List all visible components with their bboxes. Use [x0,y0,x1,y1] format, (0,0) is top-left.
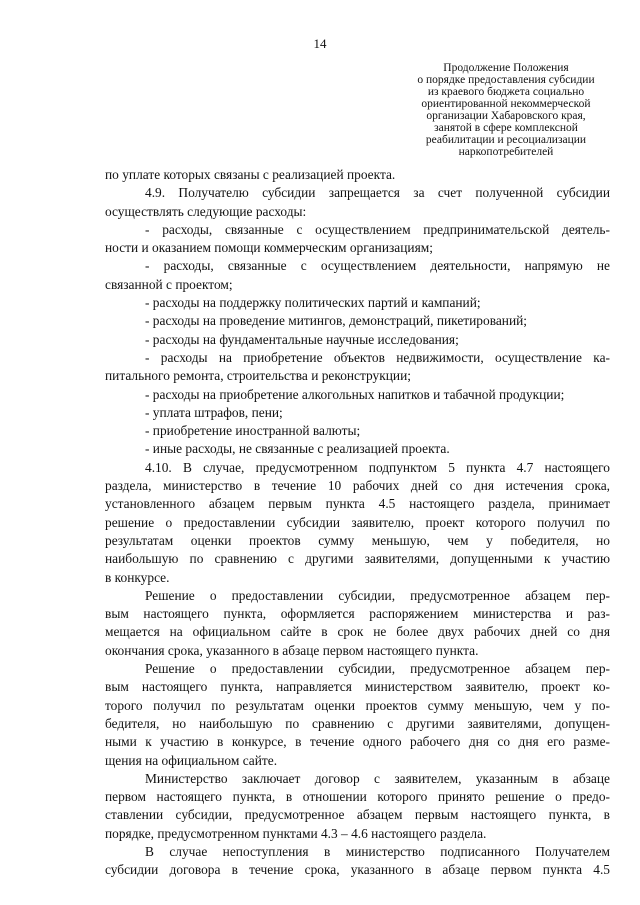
header-line: о порядке предоставления субсидии [417,74,595,86]
text-line: наибольшую по сравнению с другими заявителями, допущенными к участию [105,551,610,567]
text-line: Министерство заключает договор с заявителем, указанным в абзаце [145,770,610,786]
text-line: установленного абзацем первым пункта 4.5 настоящего раздела, принимает [105,496,610,512]
text-line: окончания срока, указанного в абзаце первом настоящего пункта. [105,642,479,658]
text-line: осуществлять следующие расходы: [105,203,307,219]
text-line: первом настоящего пункта, в отношении которого принято решение о предо- [105,789,610,805]
page-number: 14 [313,36,327,51]
header-line: реабилитации и ресоциализации [425,134,587,146]
header-line: ориентированной некоммерческой [421,98,591,110]
header-line: занятой в сфере комплексной [434,122,578,134]
text-line: решение о предоставлении субсидии заявителю, проект которого получил по [105,514,610,530]
text-line: - расходы на проведение митингов, демонстраций, пикетирований; [145,313,528,329]
document-body [105,166,610,880]
text-line: результатам оценки проектов сумму меньшую, чем у победителя, но [105,532,610,548]
text-line: по уплате которых связаны с реализацией проекта. [105,167,396,182]
text-line: порядке, предусмотренном пунктами 4.3 – 4.6 настоящего раздела. [105,825,487,841]
text-line: Решение о предоставлении субсидии, предусмотренное абзацем пер- [145,661,610,677]
text-line: питального ремонта, строительства и реконструкции; [105,368,411,384]
text-line: ности и оказанием помощи коммерческим организациям; [105,240,433,256]
text-line: - расходы на приобретение алкогольных напитков и табачной продукции; [145,386,565,402]
document-header-note [392,62,620,158]
text-line: - расходы, связанные с осуществлением деятельности, напрямую не [145,258,610,274]
text-line: 4.10. В случае, предусмотренном подпунктом 5 пункта 4.7 настоящего [145,459,610,475]
header-line: наркопотребителей [458,146,554,158]
text-line: щения на официальном сайте. [105,752,278,768]
text-line: ставлении субсидии, предусмотренное абзацем первым настоящего пункта, в [105,807,610,823]
text-line: бедителя, но наибольшую по сравнению с другими заявителями, допущен- [105,715,610,731]
text-line: - расходы на приобретение объектов недвижимости, осуществление ка- [145,349,610,365]
text-line: раздела, министерство в течение 10 рабочих дней со дня истечения срока, [105,478,610,494]
text-line: Решение о предоставлении субсидии, предусмотренное абзацем пер- [145,587,610,603]
text-line: вым настоящего пункта, оформляется распоряжением министерства и раз- [105,606,610,622]
text-line: - уплата штрафов, пени; [145,404,283,420]
text-line: ными к участию в конкурсе, в течение одного рабочего дня со дня его разме- [105,734,610,750]
header-line: из краевого бюджета социально [427,86,585,98]
text-line: связанной с проектом; [105,276,233,292]
header-line: организации Хабаровского края, [426,110,586,122]
text-line: вым настоящего пункта, направляется министерством заявителю, проект ко- [105,679,610,695]
text-line: - иные расходы, не связанные с реализацией проекта. [145,441,450,457]
text-line: - приобретение иностранной валюты; [145,423,361,439]
text-line: мещается на официальном сайте в срок не более двух рабочих дней со дня [105,624,610,640]
header-line: Продолжение Положения [443,62,569,74]
text-line: - расходы на поддержку политических партий и кампаний; [145,295,481,311]
text-line: в конкурсе. [105,569,170,585]
text-line: 4.9. Получателю субсидии запрещается за счет полученной субсидии [145,185,610,201]
text-line: В случае непоступления в министерство подписанного Получателем [145,843,610,859]
text-line: торого получил по результатам оценки проектов сумму меньшую, чем у по- [105,697,610,713]
text-line: - расходы на фундаментальные научные исследования; [145,331,459,347]
text-line: - расходы, связанные с осуществлением предпринимательской деятель- [145,221,610,237]
text-line: субсидии договора в течение срока, указанного в абзаце первом пункта 4.5 [105,862,610,878]
